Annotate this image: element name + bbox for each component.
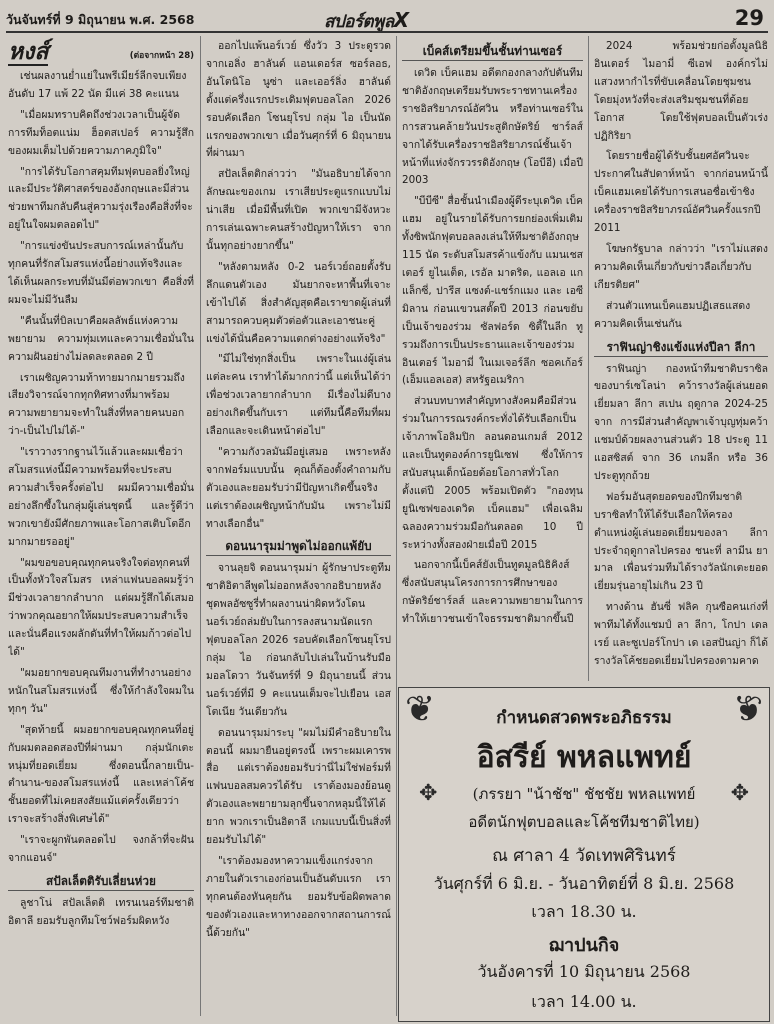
- article-column-4: [594, 38, 768, 682]
- column-kicker: หงส์: [8, 39, 49, 65]
- paragraph: เราเผชิญความท้าทายมากมายรวมถึงเสียงวิจารณ์จากทุกทิศทางที่มาพร้อมความพยายามจะทำในสิ่งที่หลายคนบอกว่า-เป็นไปไม่ได้-": [8, 371, 185, 438]
- ornament-icon: ❦: [405, 689, 436, 730]
- subheading: ราฟินญ่าชิงแข้งแห่งปีลา ลีกา: [594, 339, 768, 357]
- funeral-notice-box: [398, 687, 770, 1022]
- prayer-dates: วันศุกร์ที่ 6 มิ.ย. - วันอาทิตย์ที่ 8 มิ.ย. 2568: [433, 874, 735, 893]
- column-divider: [396, 36, 397, 1016]
- paragraph: นอกจากนี้เบ็คส์ยังเป็นทูตมูลนิธิคิงส์ ซึ่งสนับสนุนโครงการการศึกษาของกษัตริย์ชาร์ลส์ และความพยายามในการทำให้เยาวชนเข้าใจธรรมชาติมากขึ้นปี: [402, 559, 583, 626]
- cremation-date: วันอังคารที่ 10 มิถุนายน 2568: [477, 962, 691, 981]
- paragraph: "การได้รับโอกาสคุมทีมฟุตบอลยิ่งใหญ่และมีประวัติศาสตร์ของอังกฤษและมีส่วนช่วยพาทีมกลับคืนสู่ความรุ่งเรืองคือสิ่งที่จะอยู่ในใจผมตลอดไป": [8, 165, 193, 232]
- relation-line: อดีตนักฟุตบอลและโค้ชทีมชาติไทย): [468, 813, 700, 831]
- prayer-time: เวลา 18.30 น.: [531, 902, 637, 921]
- paragraph: ดอนนารุมม่าระบุ "ผมไม่มีคำอธิบายในตอนนี้ ผมมายืนอยู่ตรงนี้ เพราะผมเคารพสื่อ แต่เราต้องยอมรับว่านี่ไม่ใช่ฟอร์มที่แฟนบอลสมควรได้รับ เราต้องมองย้อนดูตัวเองและพยายามลุกขึ้นจากหลุมนี้ให้ได้ยาก พวกเราเป็นอิตาลี เกมแบบนี้เป็นสิ่งที่ยอมรับไม่ได้": [206, 726, 391, 847]
- paragraph: "ผมอยากขอบคุณทีมงานที่ทำงานอย่างหนักในสโมสรแห่งนี้ ซึ่งให้กำลังใจผมในทุกๆ วัน": [8, 667, 194, 715]
- paragraph: "มีไม่ใช่ทุกสิ่งเป็น เพราะในแง่ผู้เล่นแต่ละคน เราทำได้มากกว่านี้ แต่เห็นได้ว่าเพื่อช่วงเวลายากลำบาก มีเรื่องไม่ดีบางอย่างเกิดขึ้นกับเรา แต่ทีมนี้คือทีมที่ผมเลือกและจะเดินหน้าต่อไป": [206, 353, 391, 438]
- relation-line: (ภรรยา "น้าชัช" ชัชชัย พหลแพทย์: [472, 785, 696, 803]
- paragraph: สปัลเล็ตติกล่าวว่า "มันอธิบายได้จากลักษณะของเกม เราเสียประตูแรกแบบไม่น่าเสีย เมื่อมีพื้นที่เปิด พวกเขามีจังหวะการเล่นเฉพาะคนสร้างปัญหาให้เรา จากนั้นทุกอย่างยากขึ้น": [206, 168, 391, 252]
- paragraph: ฟอร์มอันสุดยอดของปีกทีมชาติบราซิลทำให้ได้รับเลือกให้ครองตำแหน่งผู้เล่นยอดเยี่ยมของลา ลีกา ประจำฤดูกาลไปครอง ชนะที่ ลามีน ยามาล เพื่อนร่วมทีมได้รางวัลนักเตะยอดเยี่ยมรุ่นอายุไม่เกิน 23 ปี: [594, 490, 768, 593]
- issue-date: วันจันทร์ที่ 9 มิถุนายน พ.ศ. 2568: [6, 12, 195, 27]
- subheading: เบ็คส์เตรียมขึ้นชั้นท่านเซอร์: [402, 43, 583, 61]
- page-number: 29: [734, 6, 764, 30]
- article-column-1: [8, 38, 194, 1020]
- ornament-icon: ✥: [730, 781, 749, 806]
- paragraph: "หลังตามหลัง 0-2 นอร์เวย์ถอยตั้งรับลึกแดนตัวเอง มันยากจะหาพื้นที่เจาะเข้าไปได้ สิ่งสำคัญสุดคือเราขาดผู้เล่นที่สามารถควบคุมตัวต่อตัวและเอาชนะคู่แข่งได้นั่นคือความแตกต่างอย่างแท้จริง": [206, 260, 391, 345]
- cremation-heading: ฌาปนกิจ: [548, 935, 620, 956]
- paragraph: "ผมขอขอบคุณทุกคนจริงใจต่อทุกคนที่เป็นทั้งหัวใจสโมสร เหล่าแฟนบอลผมรู้ว่ามีช่วงเวลายากลำบาก แต่ผมรู้สึกได้เสมอว่าพวกคุณอยากให้ผมประสบความสำเร็จ และนั่นคือแรงผลักดันที่ทำให้ผมก้าวต่อไปได้": [8, 556, 194, 659]
- paragraph: จานลุยจิ ดอนนารุมม่า ผู้รักษาประตูทีมชาติอิตาลีพูดไม่ออกหลังจากอธิบายหลังชุดพลอัซซูรี่ทำผลงานน่าผิดหวังโดนนอร์เวย์ถล่มยับในการลงสนามนัดแรกฟุตบอลโลก 2026 รอบคัดเลือกโซนยุโรป กลุ่ม ไอ ก่อนกลับไปเล่นในบ้านรับมือ มอลโดวา วันจันทร์ที่ 9 มิถุนายนนี้ ส่วนนอร์เวย์ที่มี 9 คะแนนเต็มจะไปเยือน เอสโตเนีย วันเดียวกัน: [206, 562, 391, 718]
- paragraph: "บีบีซี" สื่อชั้นนำเมืองผู้ดีระบุเดวิด เบ็คแฮม อยู่ในรายได้รับการยกย่องเพิ่มเติมทั้งซิพนักฟุตบอลลงเล่นให้ทีมชาติอังกฤษ 115 นัด ระดับสโมสรค้าแข้งกับ แมนเชสเตอร์ ยูไนเต็ด, เรอัล มาดริด, แอลเอ แกแล็กซี่, ปารีส แซงต์-แชร์กแมง และ เอซี มิลาน ก่อนแขวนสตั๊ดปี 2013 ก่อนขยับเป็นเจ้าของร่วม ซัลฟอร์ด ซิตี้ในลีก ทู รวมถึงการเป็นประธานและเจ้าของร่วม อินเตอร์ ไมอามี่ ในเมเจอร์ลีก ซอคเก้อร์ (เอ็มแอลเอส) สหรัฐอเมริกา: [402, 195, 583, 387]
- paragraph: ราฟินญ่า กองหน้าทีมชาติบราซิลของบาร์เซโลน่า คว้ารางวัลผู้เล่นยอดเยี่ยมลา ลีกา สเปน ฤดูกาล 2024-25 จาก การมีส่วนสำคัญพาเจ้าบุญทุ่มคว้าแชมป์ด้วยผลงานส่วนตัว 18 ประตู 11 แอสซิสต์ จาก 36 เกมลีก หรือ 36 ประตูทุกถ้วย: [594, 362, 768, 482]
- paragraph: ส่วนตัวแทนเบ็คแฮมปฏิเสธแสดงความคิดเห็นเช่นกัน: [594, 299, 751, 330]
- column-divider: [588, 36, 589, 681]
- paragraph: "สุดท้ายนี้ ผมอยากขอบคุณทุกคนที่อยู่กับผมตลอดสองปีที่ผ่านมา กลุ่มนักเตะหนุ่มที่ยอดเยี่ยม ซึ่งตอนนี้กลายเป็น-ตำนาน-ของสโมสรแห่งนี้ และเหล่าโค้ชชั้นยอดที่ไม่เคยสงสัยแม้แต่ครั้งเดียวว่าเราจะสร้างสิ่งพิเศษได้": [8, 723, 194, 826]
- paragraph: ทางด้าน ฮันซี่ ฟลิค กุนซือคนเก่งที่พาทีมได้ทั้งแชมป์ ลา ลีกา, โกปา เดล เรย์ และซูเปอร์โกปา เด เอสปันญ่า ก็ได้รางวัลโค้ชยอดเยี่ยมไปครองตามคาด: [594, 601, 768, 667]
- paragraph: ออกไปแพ้นอร์เวย์ ซึ่งวัว 3 ประตูรวดจากเอลิ่ง ฮาลันด์ แอนเดอร์ส ซอร์ลอธ, อันโตนิโอ นูซ่า และเออร์ลิ่ง ฮาลันด์ ตั้งแต่ครึ่งแรกประเดิมฟุตบอลโลก 2026 รอบคัดเลือก โซนยุโรป กลุ่ม ไอ เป็นนัดแรกของพวกเขา เมื่อวันศุกร์ที่ 6 มิถุนายนที่ผ่านมา: [206, 40, 391, 160]
- paragraph: เดวิด เบ็คแฮม อดีตกองกลางกัปตันทีมชาติอังกฤษเตรียมรับพระราชทานเครื่องราชอิสริยาภรณ์อัศวิน หรือท่านเซอร์ในการสวนคล้ายวันประสูติกษัตริย์ ชาร์ลส์ จากได้รับเครื่องราชอิสริยาภรณ์ชั้นเจ้าหน้าที่แห่งจักรวรรดิอังกฤษ (โอบีอี) เมื่อปี 2003: [402, 67, 583, 187]
- notice-heading: กำหนดสวดพระอภิธรรม: [496, 708, 672, 728]
- brand-text: สปอร์ตพูล: [324, 12, 394, 32]
- article-column-3: [402, 38, 583, 682]
- paragraph: "เราจะผูกพันตลอดไป จงกล้าที่จะฝัน จากแอนจ์": [8, 834, 194, 865]
- subheading: สปัลเล็ตติรับเลี่ยนห่วย: [8, 873, 194, 891]
- paragraph: โฆษกรัฐบาล กล่าวว่า "เราไม่แสดงความคิดเห็นเกี่ยวกับข่าวลือเกี่ยวกับเกียรติยศ": [594, 242, 768, 291]
- paragraph: ส่วนบทบาทสำคัญทางสังคมคือมีส่วนร่วมในการรณรงค์กระทั่งได้รับเลือกเป็นเจ้าภาพโอลิมปิก ลอนดอนเกมส์ 2012 และเป็นทูตองค์การยูนิเซฟ ซึ่งให้การสนับสนุนเด็กน้อยด้อยโอกาสทั่วโลกตั้งแต่ปี 2005 พร้อมเปิดตัว "กองทุนยูนิเซฟของเดวิด เบ็คแฮม" เพื่อเฉลิมฉลองความร่วมมือกันตลอด 10 ปีระหว่างทั้งสองฝ่ายเมื่อปี 2015: [402, 395, 583, 551]
- ornament-icon: ✥: [419, 781, 438, 806]
- ornament-icon: ❦: [732, 689, 763, 730]
- paragraph: ลูชาโน่ สปัลเล็ตติ เทรนเนอร์ทีมชาติอิตาลี ยอมรับลูกทีมโชว์ฟอร์มผิดหวัง: [8, 896, 194, 927]
- paragraph: "การแข่งขันประสบการณ์เหล่านั้นกับทุกคนที่รักสโมสรแห่งนี้อย่างแท้จริงและได้เห็นผลกระทบที่มันมีต่อพวกเขา คือสิ่งที่ผมจะไม่มีวันลืม: [8, 240, 194, 306]
- paragraph: โดยรายชื่อผู้ได้รับชั้นยศอัศวินจะประกาศในสัปดาห์หน้า จากก่อนหน้านี้เบ็คแฮมเคยได้รับการเสนอชื่อเข้าชิงเครื่องราชอิสริยาภรณ์อัศวินครั้งแรกปี 2011: [594, 150, 768, 235]
- paragraph: "คืนนั้นที่บิลเบาคือผลลัพธ์แห่งความพยายาม ความทุ่มเทและความเชื่อมั่นในความฝันอย่างไม่ลดละตลอด 2 ปี: [8, 314, 194, 363]
- paragraph: "เราต้องมองหาความแข็งแกร่งจากภายในตัวเราเองก่อนเป็นอันดับแรก เราทุกคนต้องหันคุยกัน ยอมรับข้อผิดพลาดของตัวเองและหาทางออกจากสถานการณ์นี้ด้วยกัน": [206, 854, 391, 939]
- paragraph: "ความกังวลมันมีอยู่เสมอ เพราะหลังจากฟอร์มแบบนั้น คุณก็ต้องตั้งคำถามกับตัวเองและยอมรับว่ามีปัญหาเกิดขึ้นจริง แต่เราต้องเผชิญหน้ากับมัน เพราะไม่มีทางเลือกอื่น": [206, 445, 391, 530]
- paragraph: 2024 พร้อมช่วยก่อตั้งมูลนิธิ อินเตอร์ ไมอามี่ ซีเอฟ องค์กรไม่แสวงหากำไรที่ขับเคลื่อนโดยชุมชน โดยมุ่งหวังที่จะส่งเสริมชุมชนที่ด้อยโอกาส โดยใช้ฟุตบอลเป็นตัวเร่งปฏิกิริยา: [594, 40, 768, 142]
- paragraph: "เมื่อผมทราบคิดถึงช่วงเวลาเป็นผู้จัดการทีมท็อตแน่ม ฮ็อตสเปอร์ ความรู้สึกของผมเต็มไปด้วยความภาคภูมิใจ": [8, 108, 194, 157]
- brand-x: X: [393, 8, 409, 32]
- paragraph: เช่นผลงานย่ำแย่ในพรีเมียร์ลีกจบเพียงอันดับ 17 แพ้ 22 นัด มีแค่ 38 คะแนน: [8, 70, 187, 100]
- paragraph: "เราวางรากฐานไว้แล้วและผมเชื่อว่าสโมสรแห่งนี้มีความพร้อมที่จะประสบความสำเร็จครั้งต่อไป ผมมีความเชื่อมั่นอย่างลึกซึ้งในกลุ่มผู้เล่นชุดนี้ และรู้ดีว่าพวกเขายังมีศักยภาพและโอกาสเติบโตอีกมากมายรออยู่": [8, 446, 194, 548]
- deceased-name: อิสรีย์ พหลแพทย์: [476, 740, 692, 775]
- article-column-2: [206, 38, 391, 1020]
- header-rule: [6, 31, 768, 33]
- continued-note: (ต่อจากหน้า 28): [129, 51, 194, 62]
- venue: ณ ศาลา 4 วัดเทพศิรินทร์: [492, 846, 676, 866]
- column-divider: [200, 36, 201, 1016]
- cremation-time: เวลา 14.00 น.: [531, 992, 637, 1011]
- page-header: [6, 6, 768, 32]
- subheading: ดอนนารุมม่าพูดไม่ออกแพ้ยับ: [206, 538, 391, 556]
- kicker-row: [8, 38, 194, 66]
